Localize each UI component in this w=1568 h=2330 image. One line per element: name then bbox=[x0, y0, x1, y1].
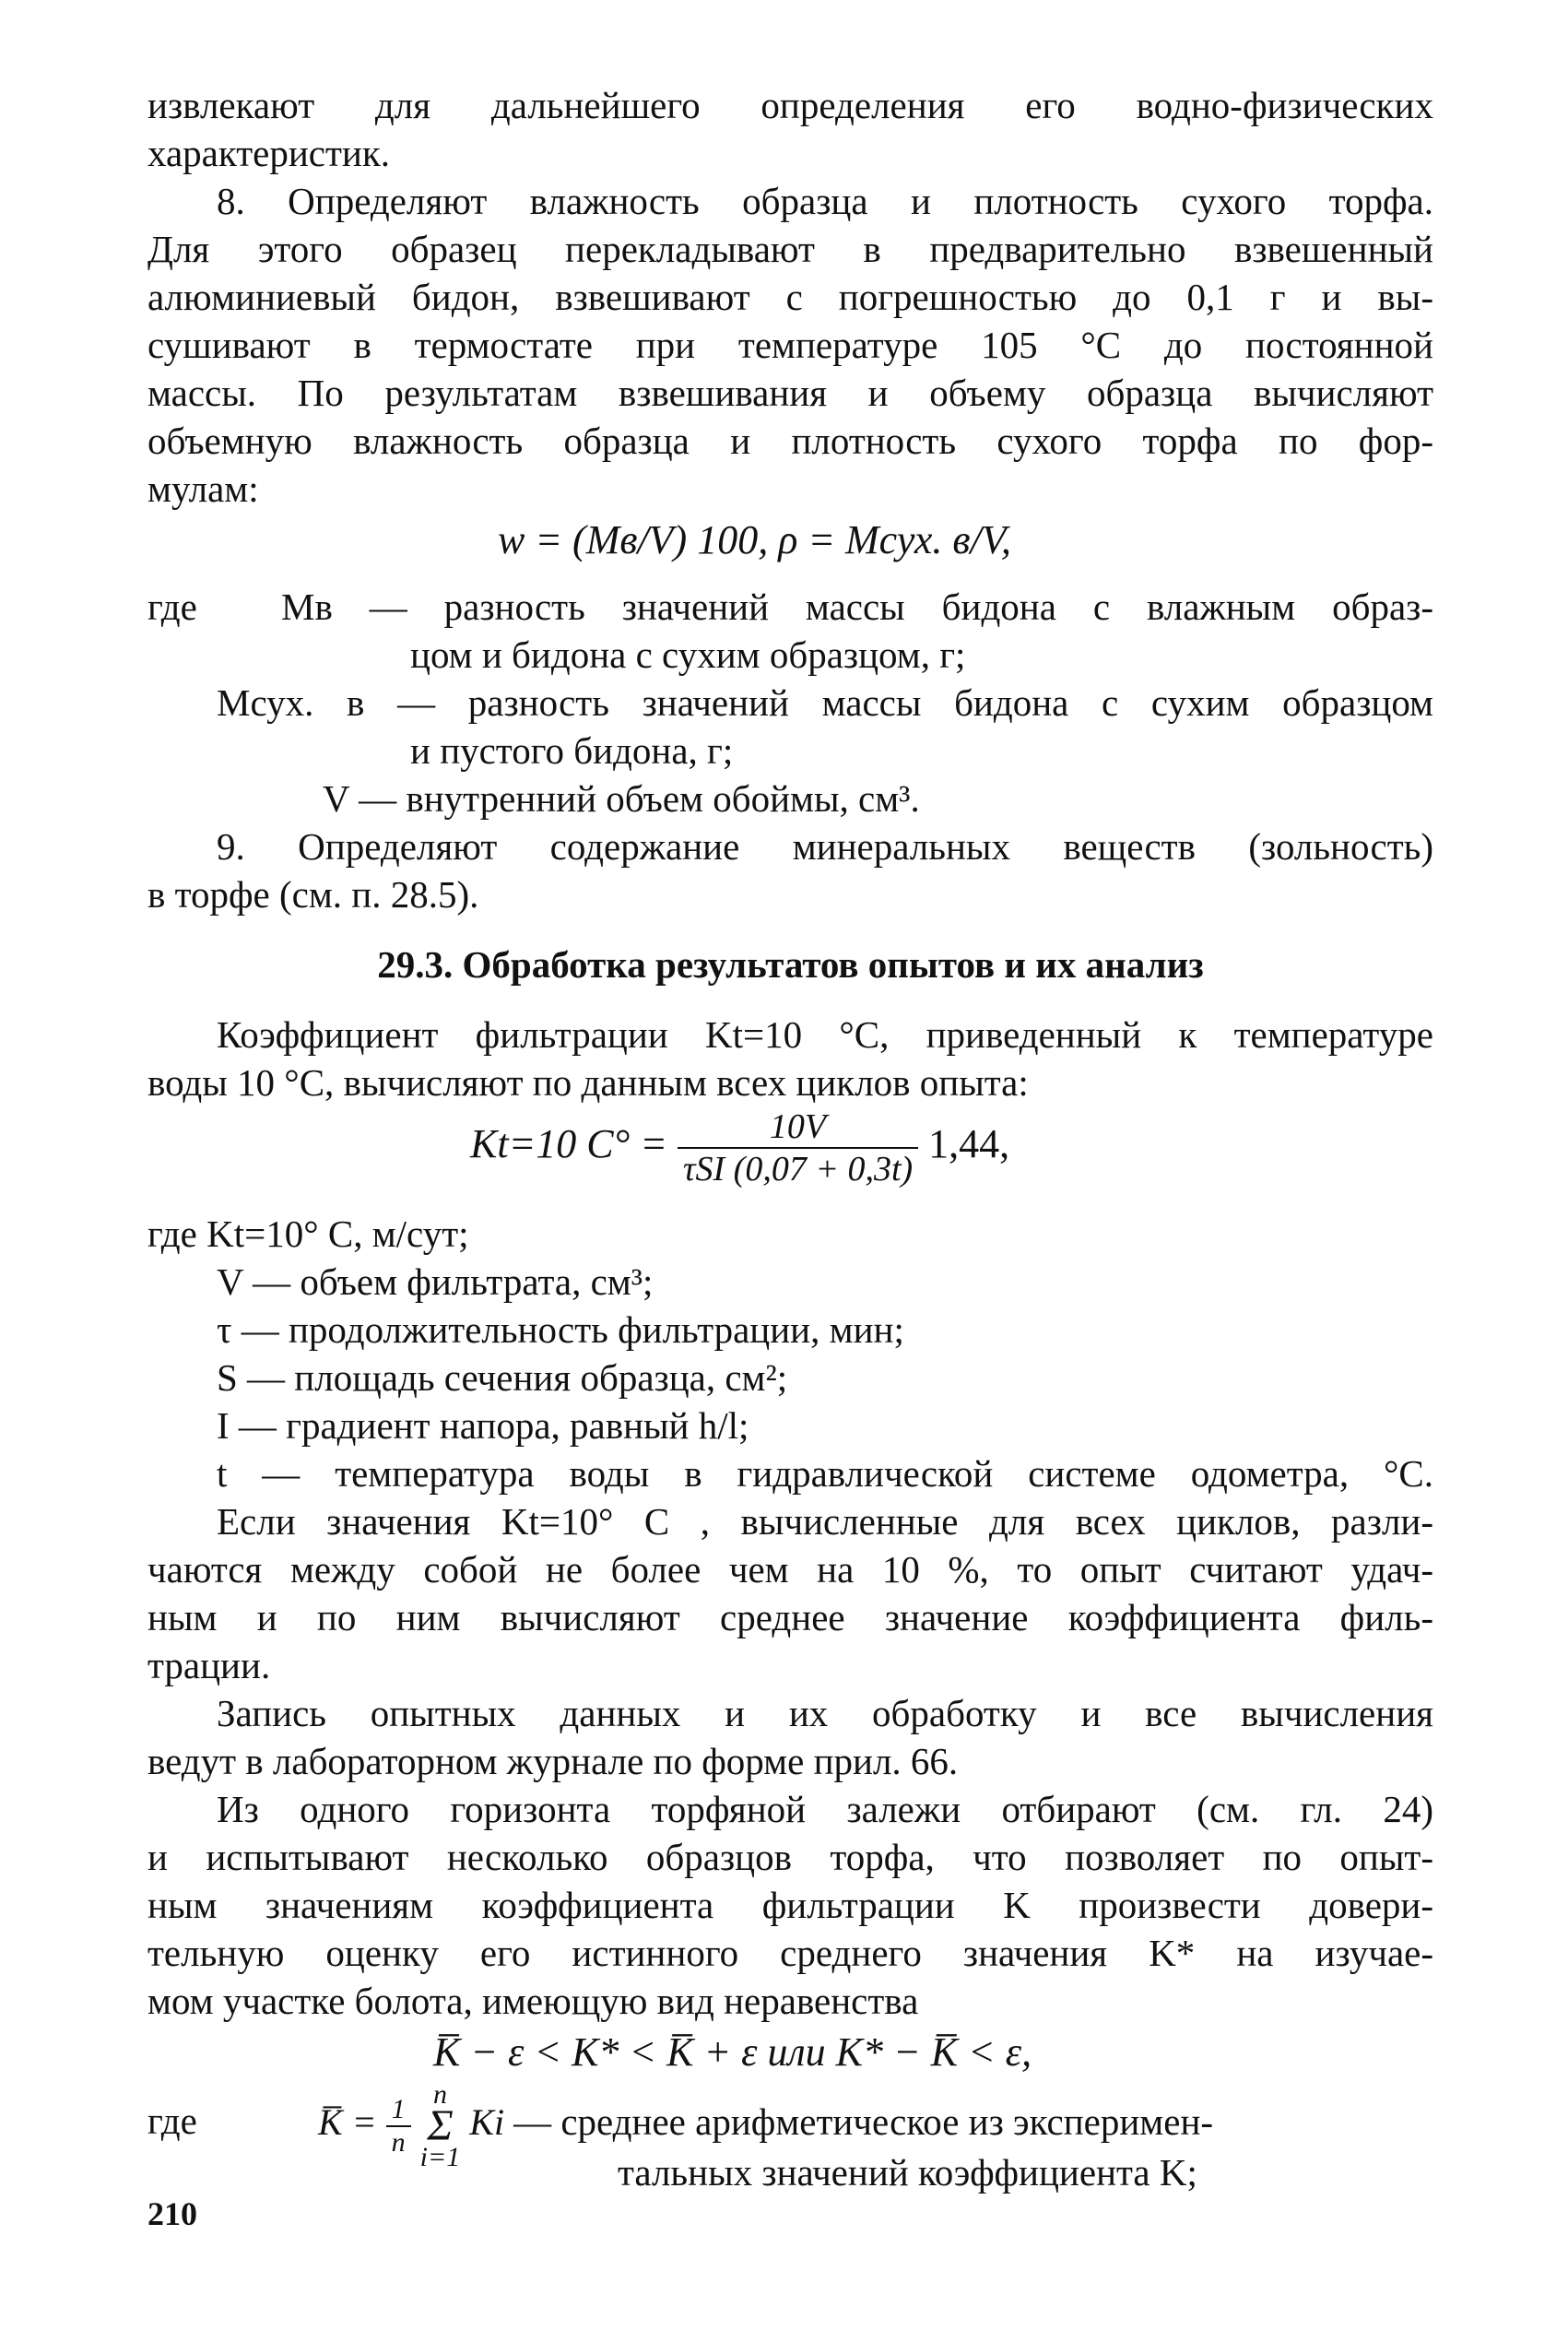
definition-line: τ — продолжительность фильтрации, мин; bbox=[217, 1308, 904, 1351]
text-line: мулам: bbox=[147, 467, 259, 510]
fraction-numerator: 1 bbox=[386, 2094, 411, 2127]
text-line: чаются между собой не более чем на 10 %, то опыт считают удач- bbox=[147, 1548, 1433, 1591]
text-line: объемную влажность образца и плотность сухого торфа по фор- bbox=[147, 420, 1433, 462]
text-line: сушивают в термостате при температуре 105 °С до постоянной bbox=[147, 324, 1433, 366]
text-line: 9. Определяют содержание минеральных веществ (зольность) bbox=[217, 825, 1433, 868]
text-line: Запись опытных данных и их обработку и все вычисления bbox=[217, 1692, 1433, 1734]
definition-text: — среднее арифметическое из эксперимен- bbox=[513, 2100, 1214, 2144]
definition-line: и пустого бидона, г; bbox=[410, 729, 734, 772]
page-number: 210 bbox=[147, 2195, 197, 2232]
text-line: 8. Определяют влажность образца и плотность сухого торфа. bbox=[217, 180, 1433, 222]
text-line: ным значениям коэффициента фильтрации K произвести довери- bbox=[147, 1884, 1433, 1926]
where-label: где bbox=[147, 585, 197, 628]
formula-inequality: K̅ − ε < K* < K̅ + ε или K* − K̅ < ε, bbox=[433, 2029, 1032, 2075]
text-line: ведут в лабораторном журнале по форме прил. 66. bbox=[147, 1740, 959, 1782]
text-line: в торфе (см. п. 28.5). bbox=[147, 873, 479, 916]
text-line: трации. bbox=[147, 1644, 271, 1686]
fraction-denominator: τSI (0,07 + 0,3t) bbox=[682, 1150, 914, 1189]
definition-line: t — температура воды в гидравлической системе одометра, °С. bbox=[217, 1452, 1433, 1495]
text-line: Для этого образец перекладывают в предварительно взвешенный bbox=[147, 228, 1433, 270]
sigma-icon: Σ bbox=[427, 2101, 454, 2150]
definition-line: Mв — разность значений массы бидона с влажным образ- bbox=[281, 585, 1433, 628]
definition-line: V — внутренний объем обоймы, см³. bbox=[323, 777, 920, 820]
formula-filtration-coefficient bbox=[470, 1106, 1009, 1189]
definition-line: тальных значений коэффициента K; bbox=[618, 2151, 1197, 2194]
text-line: воды 10 °С, вычисляют по данным всех циклов опыта: bbox=[147, 1061, 1029, 1104]
section-heading: 29.3. Обработка результатов опытов и их анализ bbox=[377, 943, 1204, 986]
text-line: алюминиевый бидон, взвешивают с погрешностью до 0,1 г и вы- bbox=[147, 276, 1433, 318]
text-line: и испытывают несколько образцов торфа, что позволяет по опыт- bbox=[147, 1836, 1433, 1878]
formula-moisture-density: w = (Mв/V) 100, ρ = Mсух. в/V, bbox=[498, 517, 1011, 562]
text-line: Из одного горизонта торфяной залежи отбирают (см. гл. 24) bbox=[217, 1788, 1433, 1830]
text-line: массы. По результатам взвешивания и объему образца вычисляют bbox=[147, 372, 1433, 414]
text-line: мом участке болота, имеющую вид неравенства bbox=[147, 1980, 919, 2022]
fraction-numerator: 10V bbox=[678, 1106, 918, 1149]
definition-line: Mсух. в — разность значений массы бидона с сухим образцом bbox=[217, 681, 1433, 724]
text-line: извлекают для дальнейшего определения его водно-физических bbox=[147, 84, 1433, 126]
formula-lhs: Kt=10 C° = bbox=[470, 1121, 667, 1167]
sum-upper-limit: n bbox=[432, 2079, 447, 2110]
summation bbox=[419, 2079, 461, 2172]
text-line: Если значения Kt=10° С , вычисленные для всех циклов, разли- bbox=[217, 1500, 1433, 1543]
formula-lhs: K̅ = bbox=[318, 2101, 377, 2144]
text-line: Коэффициент фильтрации Kt=10 °C, приведенный к температуре bbox=[217, 1013, 1433, 1056]
where-label: где bbox=[147, 2099, 197, 2142]
text-line: ным и по ним вычисляют среднее значение коэффициента филь- bbox=[147, 1596, 1433, 1638]
definition-line: V — объем фильтрата, см³; bbox=[217, 1260, 654, 1303]
definition-line: цом и бидона с сухим образцом, г; bbox=[410, 633, 966, 676]
text-line: тельную оценку его истинного среднего значения K* на изучае- bbox=[147, 1932, 1433, 1974]
sum-lower-limit: i=1 bbox=[419, 2142, 461, 2172]
text-line: характеристик. bbox=[147, 132, 391, 174]
fraction-denominator: n bbox=[391, 2127, 406, 2158]
definition-line: S — площадь сечения образца, см²; bbox=[217, 1356, 788, 1399]
formula-multiplier: 1,44, bbox=[928, 1121, 1010, 1167]
sum-term: Ki bbox=[469, 2101, 505, 2144]
definition-line: I — градиент напора, равный h/l; bbox=[217, 1404, 749, 1447]
text-line: где Kt=10° С, м/сут; bbox=[147, 1212, 469, 1255]
formula-fraction bbox=[678, 1106, 918, 1189]
formula-fraction bbox=[386, 2094, 411, 2159]
